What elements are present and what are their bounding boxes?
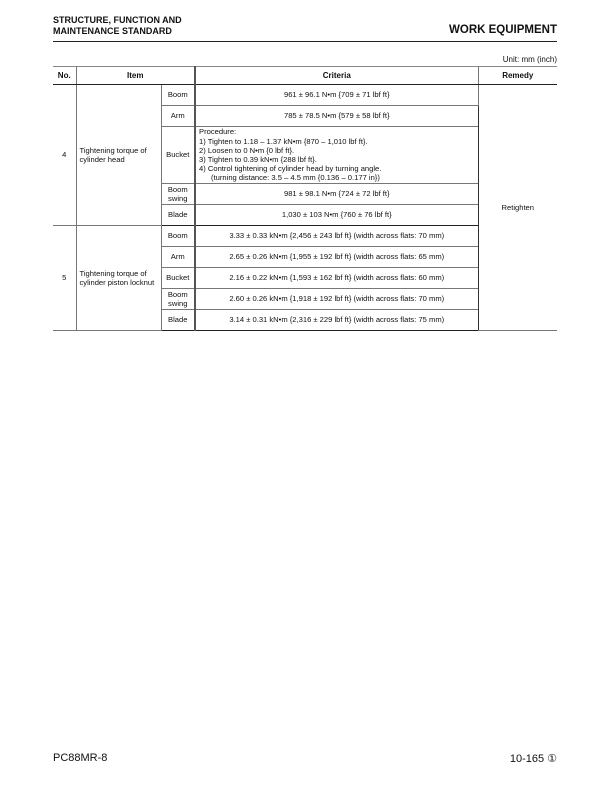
col-header-item: Item bbox=[76, 67, 195, 85]
item-description: Tightening torque of cylinder piston locknut bbox=[76, 226, 161, 331]
part-name: Boom bbox=[161, 85, 195, 106]
criteria-value: 3.33 ± 0.33 kN•m {2,456 ± 243 lbf ft} (width across flats: 70 mm) bbox=[195, 226, 478, 247]
part-name: Blade bbox=[161, 310, 195, 331]
procedure-step: 4) Control tightening of cylinder head by turning angle. bbox=[199, 164, 382, 174]
part-name: Boom swing bbox=[161, 289, 195, 310]
procedure-step: 3) Tighten to 0.39 kN•m {288 lbf ft}. bbox=[199, 155, 317, 164]
item-number: 5 bbox=[53, 226, 76, 331]
procedure-block bbox=[195, 127, 478, 184]
procedure-step: 1) Tighten to 1.18 – 1.37 kN•m {870 – 1,010 lbf ft}. bbox=[199, 136, 368, 146]
criteria-value: 2.16 ± 0.22 kN•m {1,593 ± 162 lbf ft} (width across flats: 60 mm) bbox=[195, 268, 478, 289]
header-rule bbox=[53, 41, 557, 42]
procedure-step: 2) Loosen to 0 N•m {0 lbf ft}. bbox=[199, 145, 295, 155]
part-name: Arm bbox=[161, 247, 195, 268]
criteria-value: 3.14 ± 0.31 kN•m {2,316 ± 229 lbf ft} (width across flats: 75 mm) bbox=[195, 310, 478, 331]
item-number: 4 bbox=[53, 85, 76, 226]
remedy-value: Retighten bbox=[478, 85, 557, 331]
col-header-no: No. bbox=[53, 67, 76, 85]
part-name: Boom swing bbox=[161, 184, 195, 205]
criteria-value: 981 ± 98.1 N•m {724 ± 72 lbf ft} bbox=[195, 184, 478, 205]
table-header-row bbox=[53, 67, 557, 85]
section-title bbox=[53, 15, 182, 37]
table-row bbox=[53, 85, 557, 106]
procedure-title: Procedure: bbox=[199, 127, 237, 137]
criteria-value: 2.60 ± 0.26 kN•m {1,918 ± 192 lbf ft} (width across flats: 70 mm) bbox=[195, 289, 478, 310]
criteria-value: 785 ± 78.5 N•m {579 ± 58 lbf ft} bbox=[195, 106, 478, 127]
col-header-criteria: Criteria bbox=[195, 67, 478, 85]
col-header-remedy: Remedy bbox=[478, 67, 557, 85]
item-description: Tightening torque of cylinder head bbox=[76, 85, 161, 226]
part-name: Bucket bbox=[161, 127, 195, 184]
section-title-line1: STRUCTURE, FUNCTION AND bbox=[53, 15, 182, 25]
part-name: Blade bbox=[161, 205, 195, 226]
section-title-line2: MAINTENANCE STANDARD bbox=[53, 26, 172, 36]
criteria-value: 1,030 ± 103 N•m {760 ± 76 lbf ft} bbox=[195, 205, 478, 226]
part-name: Arm bbox=[161, 106, 195, 127]
part-name: Bucket bbox=[161, 268, 195, 289]
chapter-title: WORK EQUIPMENT bbox=[449, 24, 557, 36]
procedure-note: (turning distance: 3.5 – 4.5 mm {0.136 – 0.177 in}) bbox=[211, 173, 380, 183]
criteria-value: 2.65 ± 0.26 kN•m {1,955 ± 192 lbf ft} (width across flats: 65 mm) bbox=[195, 247, 478, 268]
spec-table bbox=[53, 66, 557, 331]
criteria-value: 961 ± 96.1 N•m {709 ± 71 lbf ft} bbox=[195, 85, 478, 106]
footer-page-number: 10-165 ① bbox=[509, 753, 557, 765]
unit-note: Unit: mm (inch) bbox=[502, 55, 557, 64]
part-name: Boom bbox=[161, 226, 195, 247]
footer-model: PC88MR-8 bbox=[53, 752, 108, 764]
